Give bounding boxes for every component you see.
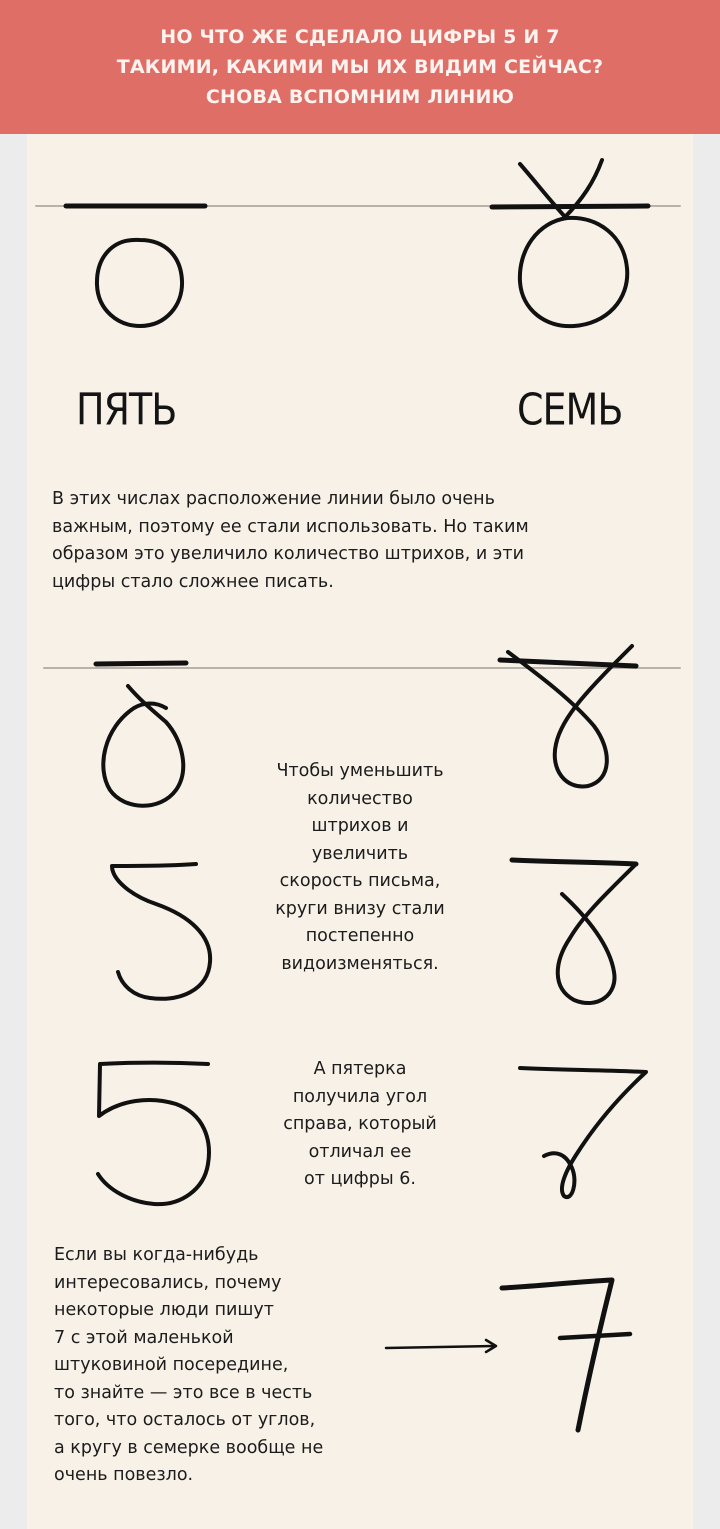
paragraph-line-importance — [52, 486, 672, 596]
header-line-2: ТАКИМИ, КАКИМИ МЫ ИХ ВИДИМ СЕЙЧАС? — [116, 56, 604, 78]
paragraph2-line-7: постепенно — [305, 926, 415, 946]
seven-step2-bar-stroke — [512, 860, 636, 864]
header-line-3: СНОВА ВСПОМНИМ ЛИНИЮ — [205, 86, 515, 108]
paragraph4-line-6: то знайте — это все в честь — [54, 1382, 313, 1403]
paragraph2-line-2: количество — [307, 788, 413, 809]
paragraph2-line-8: видоизменяться. — [281, 953, 439, 974]
paragraph2-line-3: штрихов и — [311, 816, 409, 836]
five-step3-stroke — [98, 1063, 209, 1205]
paragraph4-line-1: Если вы когда-нибудь — [54, 1245, 259, 1265]
five-step1-loop-stroke — [103, 686, 183, 806]
paragraph4-line-3: некоторые люди пишут — [54, 1300, 274, 1320]
paragraph-fewer-strokes — [238, 758, 482, 978]
final-seven-top-stroke — [502, 1280, 612, 1430]
seven-step2-loop-stroke — [558, 864, 636, 1003]
seven-cross-left-stroke — [520, 164, 566, 218]
paragraph1-line-4: цифры стало сложнее писать. — [52, 571, 334, 592]
paragraph-seven-crossbar — [54, 1242, 384, 1490]
five-step1-bar-stroke — [96, 663, 186, 664]
paragraph1-line-1: В этих числах расположение линии было очень — [52, 489, 495, 509]
paragraph4-line-2: интересовались, почему — [54, 1272, 282, 1293]
paragraph3-line-5: от цифры 6. — [304, 1169, 416, 1189]
paragraph2-line-1: Чтобы уменьшить — [276, 761, 444, 781]
seven-step3-stroke — [520, 1068, 646, 1197]
paragraph4-line-7: того, что осталось от углов, — [54, 1410, 316, 1430]
paragraph1-line-2: важным, поэтому ее стали использовать. Но таким — [52, 516, 529, 537]
seven-bar-stroke — [492, 206, 648, 207]
arrow-stroke — [386, 1346, 494, 1348]
seven-circle-stroke — [520, 218, 627, 326]
paragraph1-line-3: образом это увеличило количество штрихов, и эти — [52, 544, 524, 564]
label-seven: СЕМЬ — [517, 384, 623, 435]
five-step2-stroke — [112, 864, 210, 999]
seven-cross-right-stroke — [564, 160, 602, 218]
paragraph2-line-6: круги внизу стали — [275, 898, 445, 919]
paragraph3-line-1: А пятерка — [313, 1059, 407, 1079]
paragraph3-line-3: справа, который — [283, 1114, 437, 1134]
header-line-1: НО ЧТО ЖЕ СДЕЛАЛО ЦИФРЫ 5 И 7 — [160, 26, 560, 48]
paragraph-five-angle — [258, 1056, 462, 1194]
label-five: ПЯТЬ — [76, 384, 177, 435]
five-circle-stroke — [97, 240, 182, 326]
paragraph3-line-2: получила угол — [292, 1086, 428, 1107]
paragraph4-line-5: штуковиной посередине, — [54, 1355, 289, 1375]
final-seven-crossbar-stroke — [560, 1334, 630, 1338]
paragraph4-line-4: 7 с этой маленькой — [54, 1327, 234, 1348]
paragraph4-line-8: а кругу в семерке вообще не — [54, 1437, 324, 1458]
paragraph2-line-5: скорость письма, — [279, 871, 441, 891]
paragraph2-line-4: увеличить — [311, 843, 409, 864]
paragraph4-line-9: очень повезло. — [54, 1465, 194, 1485]
paragraph3-line-4: отличал ее — [308, 1141, 412, 1162]
